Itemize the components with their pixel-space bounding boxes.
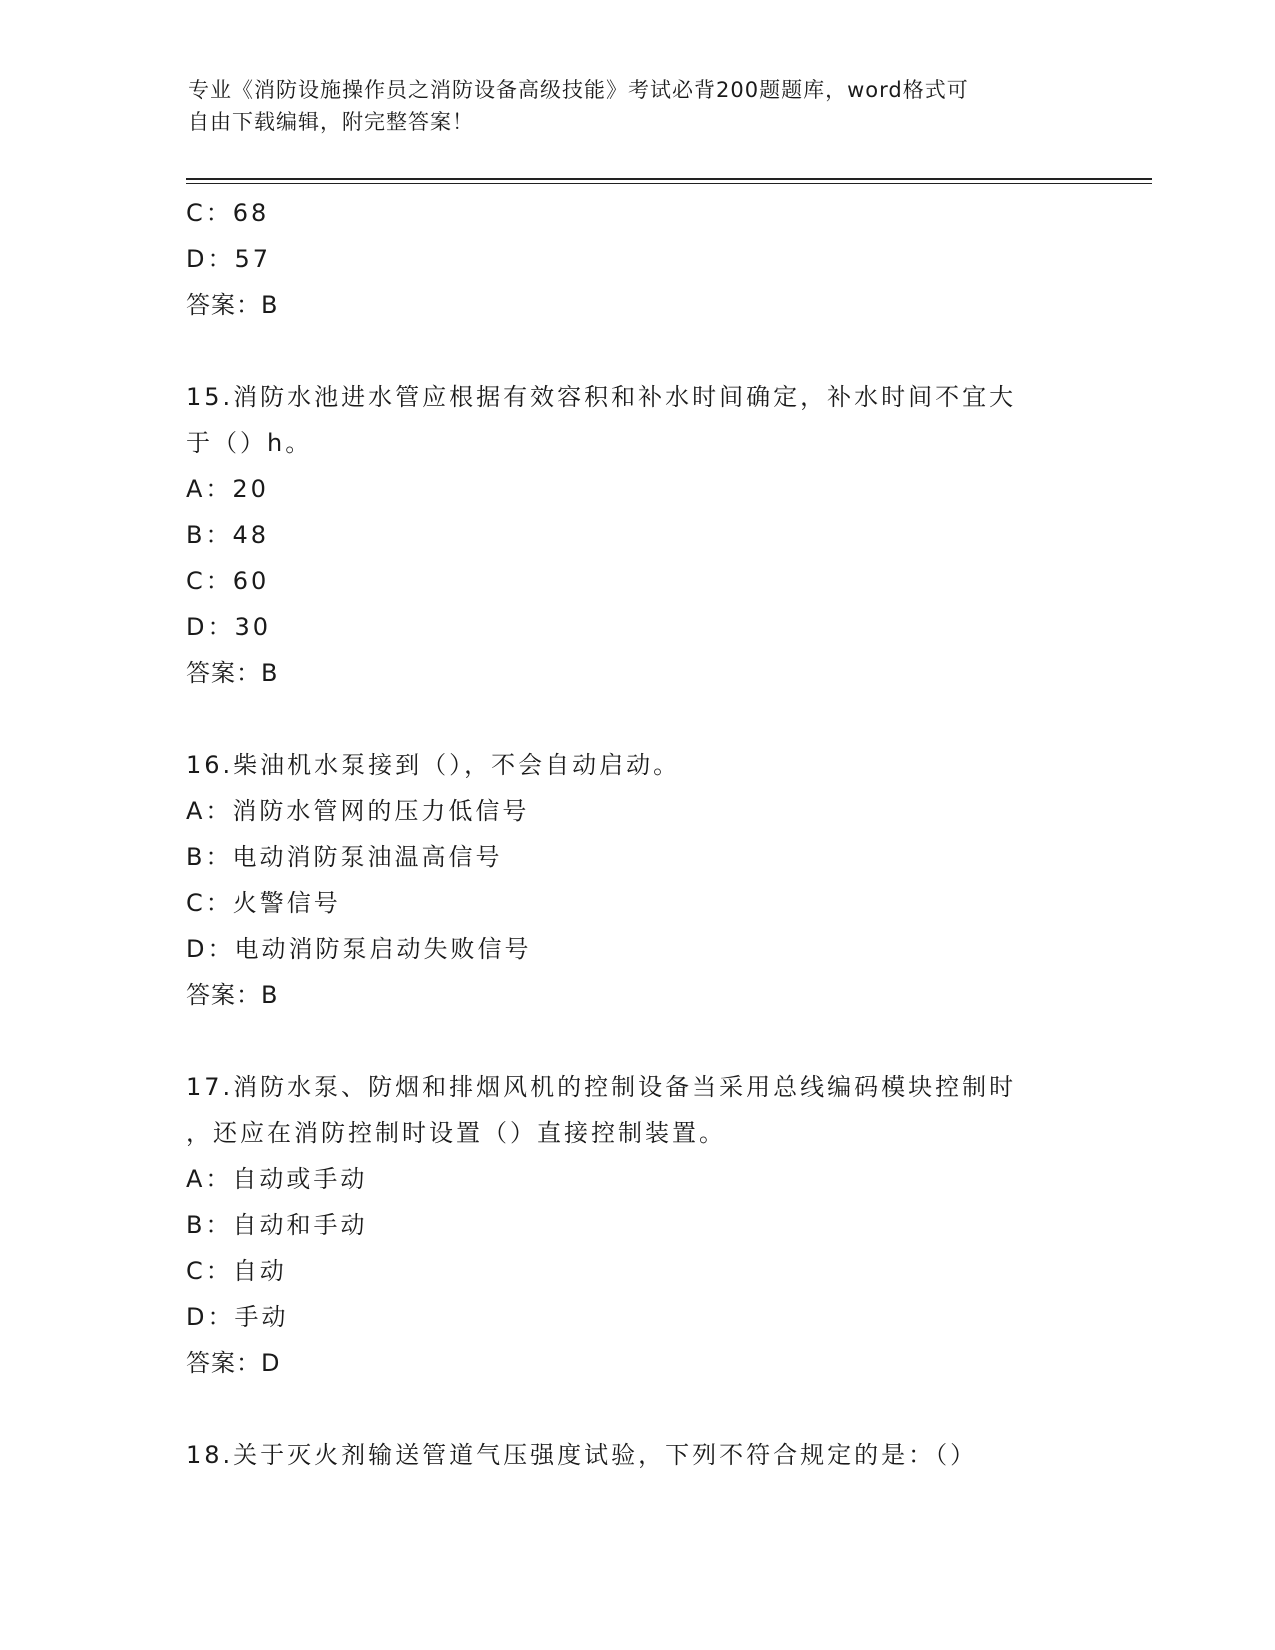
spacer [186,328,1086,374]
option-b: B：48 [186,521,270,549]
option-c: C：68 [186,199,270,227]
option-a: A：20 [186,475,269,503]
header-line-1: 专业《消防设施操作员之消防设备高级技能》考试必背200题题库，word格式可 [188,78,969,102]
question-list [186,190,1086,1478]
question-16 [186,742,1086,1018]
question-17 [186,1064,1086,1386]
question-text: ，还应在消防控制时设置（）直接控制装置。 [186,1119,726,1147]
option-d: D：30 [186,613,272,641]
answer-line: 答案：B [186,981,279,1009]
answer-line: 答案：B [186,659,279,687]
question-text: 18.关于灭火剂输送管道气压强度试验，下列不符合规定的是：（） [186,1441,978,1469]
answer-line: 答案：B [186,291,279,319]
option-b: B：电动消防泵油温高信号 [186,843,503,871]
option-d: D：电动消防泵启动失败信号 [186,935,532,963]
question-text: 17.消防水泵、防烟和排烟风机的控制设备当采用总线编码模块控制时 [186,1073,1017,1101]
option-a: A：消防水管网的压力低信号 [186,797,530,825]
question-text: 16.柴油机水泵接到（），不会自动启动。 [186,751,681,779]
document-header [188,74,1088,138]
header-divider-thick [186,178,1152,180]
answer-line: 答案：D [186,1349,281,1377]
spacer [186,696,1086,742]
header-divider-thin [186,183,1152,184]
option-c: C：自动 [186,1257,287,1285]
option-b: B：自动和手动 [186,1211,368,1239]
option-c: C：60 [186,567,270,595]
previous-question-tail [186,190,1086,328]
header-line-2: 自由下载编辑，附完整答案！ [188,110,474,134]
question-15 [186,374,1086,696]
option-c: C：火警信号 [186,889,341,917]
option-a: A：自动或手动 [186,1165,368,1193]
spacer [186,1386,1086,1432]
option-d: D：57 [186,245,272,273]
question-text: 15.消防水池进水管应根据有效容积和补水时间确定，补水时间不宜大 [186,383,1017,411]
question-18 [186,1432,1086,1478]
option-d: D：手动 [186,1303,289,1331]
question-text: 于（）h。 [186,429,313,457]
spacer [186,1018,1086,1064]
